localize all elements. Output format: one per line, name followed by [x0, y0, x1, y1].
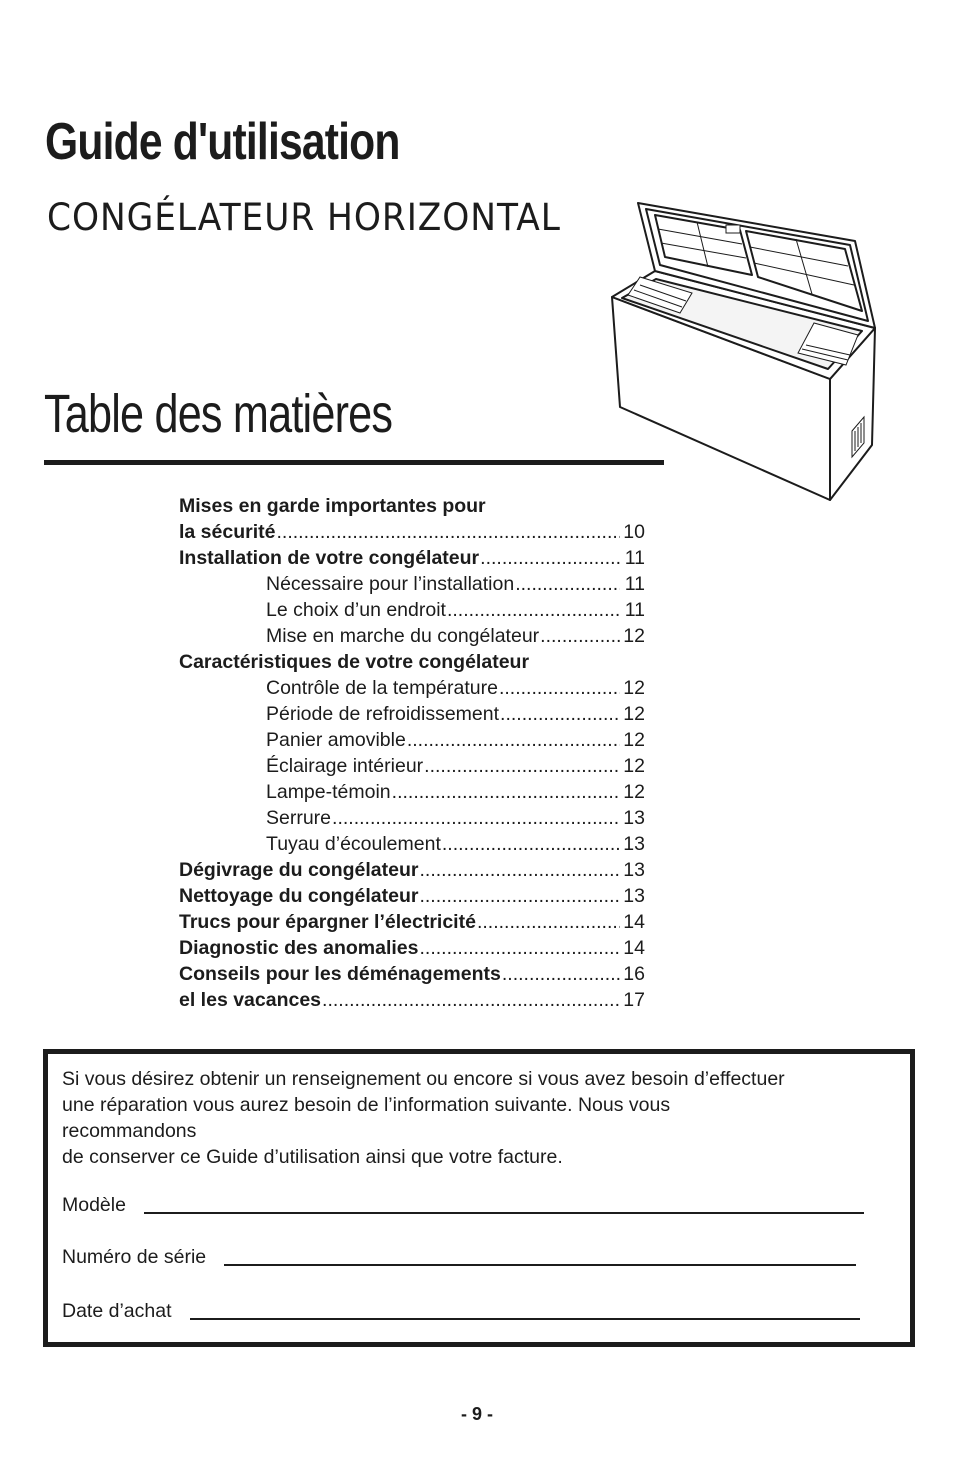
toc-leader-dots [322, 989, 620, 1012]
toc-entry [179, 934, 645, 960]
toc-entry-label: Éclairage intérieur [266, 755, 424, 777]
model-field[interactable] [62, 1194, 864, 1217]
toc-entry [179, 648, 645, 674]
toc-entry [179, 518, 645, 544]
page-number: - 9 - [460, 1404, 493, 1424]
purchase-date-label: Date d’achat [62, 1300, 172, 1322]
toc-entry-page: 14 [623, 911, 645, 933]
toc-entry-label: Dégivrage du congélateur [179, 859, 419, 881]
toc-leader-dots [447, 599, 620, 622]
guide-title: Guide d'utilisation [45, 113, 400, 171]
serial-number-label: Numéro de série [62, 1246, 207, 1268]
serial-number-line[interactable] [224, 1264, 856, 1266]
toc-entry-label: Caractéristiques de votre congélateur [179, 651, 530, 673]
toc-entry-label: Le choix d’un endroit [266, 599, 446, 621]
toc-entry [179, 908, 645, 934]
model-line[interactable] [144, 1212, 864, 1214]
toc-entry-page: 12 [623, 703, 645, 725]
toc-entry-label: Trucs pour épargner l’électricité [179, 911, 476, 933]
info-box [43, 1049, 915, 1347]
toc-entry-label: Panier amovible [266, 729, 406, 751]
toc-entry-page: 13 [623, 859, 645, 881]
toc-leader-dots [515, 573, 620, 596]
info-line: une réparation vous aurez besoin de l’information suivante. Nous vous [62, 1094, 671, 1116]
toc-entry [179, 700, 645, 726]
toc-leader-dots [499, 677, 620, 700]
purchase-date-line[interactable] [190, 1318, 860, 1320]
toc-leader-dots [420, 937, 621, 960]
toc-entry [179, 960, 645, 986]
toc-leader-dots [480, 547, 620, 570]
toc-entry-label: el les vacances [179, 989, 322, 1011]
toc-entry-label: Tuyau d’écoulement [266, 833, 441, 855]
toc-leader-dots [500, 703, 620, 726]
toc-entry [179, 856, 645, 882]
product-subtitle: CONGÉLATEUR HORIZONTAL [47, 196, 561, 239]
toc-entry [179, 726, 645, 752]
toc-entry [179, 986, 645, 1012]
toc-entry-page: 12 [623, 729, 645, 751]
toc-entry [179, 544, 645, 570]
toc-leader-dots [419, 859, 620, 882]
toc-entry [179, 492, 645, 518]
purchase-date-field[interactable] [62, 1300, 860, 1323]
toc-entry-page: 13 [623, 833, 645, 855]
toc-entry [179, 622, 645, 648]
toc-leader-dots [442, 833, 620, 856]
toc-leader-dots [502, 963, 620, 986]
toc-leader-dots [276, 521, 620, 544]
toc-entry [179, 804, 645, 830]
toc-entry-label: Mises en garde importantes pour [179, 495, 486, 517]
toc-entry [179, 830, 645, 856]
toc-entry-page: 11 [624, 599, 645, 621]
model-label: Modèle [62, 1194, 126, 1216]
toc-leader-dots [407, 729, 620, 752]
toc-entry-page: 13 [623, 885, 645, 907]
toc-entry-page: 12 [623, 625, 645, 647]
toc-leader-dots [419, 885, 620, 908]
toc-entry-label: la sécurité [179, 521, 276, 543]
toc-entry-label: Nécessaire pour l’installation [266, 573, 515, 595]
toc-leader-dots [540, 625, 620, 648]
toc-entry-label: Installation de votre congélateur [179, 547, 480, 569]
toc-heading: Table des matières [44, 384, 393, 444]
toc-entry-label: Contrôle de la température [266, 677, 498, 699]
toc-entry-page: 11 [624, 573, 645, 595]
info-line: Si vous désirez obtenir un renseignement ou encore si vous avez besoin d’effectuer [62, 1068, 785, 1090]
toc-entry-label: Conseils pour les déménagements [179, 963, 501, 985]
info-line: de conserver ce Guide d’utilisation ainsi que votre facture. [62, 1146, 563, 1168]
toc-entry-label: Serrure [266, 807, 332, 829]
toc-entry-label: Mise en marche du congélateur [266, 625, 540, 647]
serial-number-field[interactable] [62, 1246, 856, 1269]
toc-entry-page: 12 [623, 677, 645, 699]
toc-entry [179, 570, 645, 596]
toc-entry-label: Lampe-témoin [266, 781, 391, 803]
toc-entry [179, 882, 645, 908]
toc-entry-page: 10 [623, 521, 645, 543]
table-of-contents [179, 492, 645, 1012]
toc-leader-dots [477, 911, 620, 934]
toc-leader-dots [392, 781, 620, 804]
toc-entry-page: 14 [623, 937, 645, 959]
toc-entry [179, 752, 645, 778]
toc-leader-dots [424, 755, 620, 778]
toc-entry-page: 11 [624, 547, 645, 569]
heading-rule [44, 460, 664, 465]
toc-entry-page: 12 [623, 755, 645, 777]
toc-entry-label: Diagnostic des anomalies [179, 937, 419, 959]
toc-entry-page: 13 [623, 807, 645, 829]
toc-entry-page: 12 [623, 781, 645, 803]
toc-entry-label: Période de refroidissement [266, 703, 500, 725]
toc-leader-dots [332, 807, 620, 830]
toc-entry [179, 778, 645, 804]
toc-entry-label: Nettoyage du congélateur [179, 885, 419, 907]
toc-entry-page: 17 [623, 989, 645, 1011]
toc-entry [179, 596, 645, 622]
info-line: recommandons [62, 1120, 197, 1142]
toc-entry [179, 674, 645, 700]
info-text [62, 1066, 892, 1170]
toc-entry-page: 16 [623, 963, 645, 985]
